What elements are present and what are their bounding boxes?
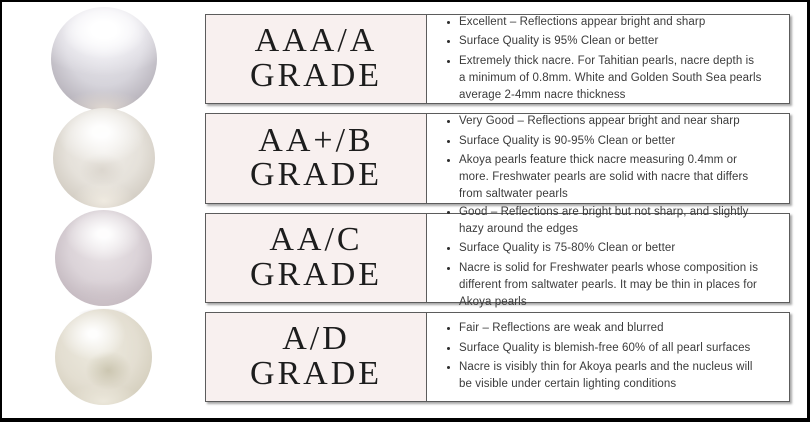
bullet-item: • Surface Quality is 75-80% Clean or better [459,240,763,257]
grade-description-panel [427,15,789,103]
pearl-cell [2,113,205,203]
grade-title: AA+/B [258,121,374,159]
bullet-list [439,202,763,314]
grade-subtitle: GRADE [249,354,383,392]
bullet-item: • Surface Quality is 95% Clean or better [459,33,763,50]
grade-row-aaa [2,14,790,104]
grade-description-panel [427,205,789,309]
grade-title: AAA/A [254,22,378,60]
grade-label-box [206,15,427,103]
a-grade-pearl-image [55,309,152,405]
grade-title: A/D [282,320,350,358]
bullet-list [439,111,763,205]
grade-description-panel [427,313,789,401]
bullet-item: • Excellent – Reflections appear bright and sharp [459,14,763,31]
grade-card-aaa [205,14,790,104]
grade-title: AA/C [269,220,363,258]
bullet-item: • Surface Quality is 90-95% Clean or better [459,133,763,150]
aaa-grade-pearl-image [51,7,157,111]
pearl-grade-table [2,2,807,418]
pearl-cell [2,213,205,303]
grade-label-box [206,214,427,302]
bullet-item: • Fair – Reflections are weak and blurred [459,320,763,337]
grade-label-box [206,114,427,202]
grade-card-aa [205,205,790,309]
bullet-list [439,318,763,395]
bullet-item: • Nacre is visibly thin for Akoya pearls and the nucleus will be visible under certain lighting conditions [459,359,763,394]
grade-row-aa-plus [2,113,790,203]
grade-card-aa-plus [205,113,790,203]
bullet-item: • Akoya pearls feature thick nacre measuring 0.4mm or more. Freshwater pearls are solid with nacre that differs from saltwater pearls [459,152,763,204]
grade-row-aa [2,205,790,309]
pearl-cell [2,312,205,402]
grade-subtitle: GRADE [249,255,383,293]
grade-row-a [2,312,790,402]
bullet-item: • Good – Reflections are bright but not sharp, and slightly hazy around the edges [459,204,763,239]
bullet-item: • Very Good – Reflections appear bright and near sharp [459,113,763,130]
bullet-item: • Extremely thick nacre. For Tahitian pearls, nacre depth is a minimum of 0.8mm. White and Golden South Sea pearls average 2-4mm nacre thickness [459,53,763,105]
grade-subtitle: GRADE [249,156,383,194]
grade-subtitle: GRADE [249,57,383,95]
bullet-item: • Surface Quality is blemish-free 60% of all pearl surfaces [459,340,763,357]
pearl-cell [2,14,205,104]
bullet-list [439,12,763,106]
grade-label-box [206,313,427,401]
grade-description-panel [427,114,789,202]
aa-grade-pearl-image [55,210,152,306]
grade-card-a [205,312,790,402]
bullet-item: • Nacre is solid for Freshwater pearls whose composition is different from saltwater pearls. It may be thin in places for Akoya pearls [459,260,763,312]
aa-plus-grade-pearl-image [53,108,155,208]
